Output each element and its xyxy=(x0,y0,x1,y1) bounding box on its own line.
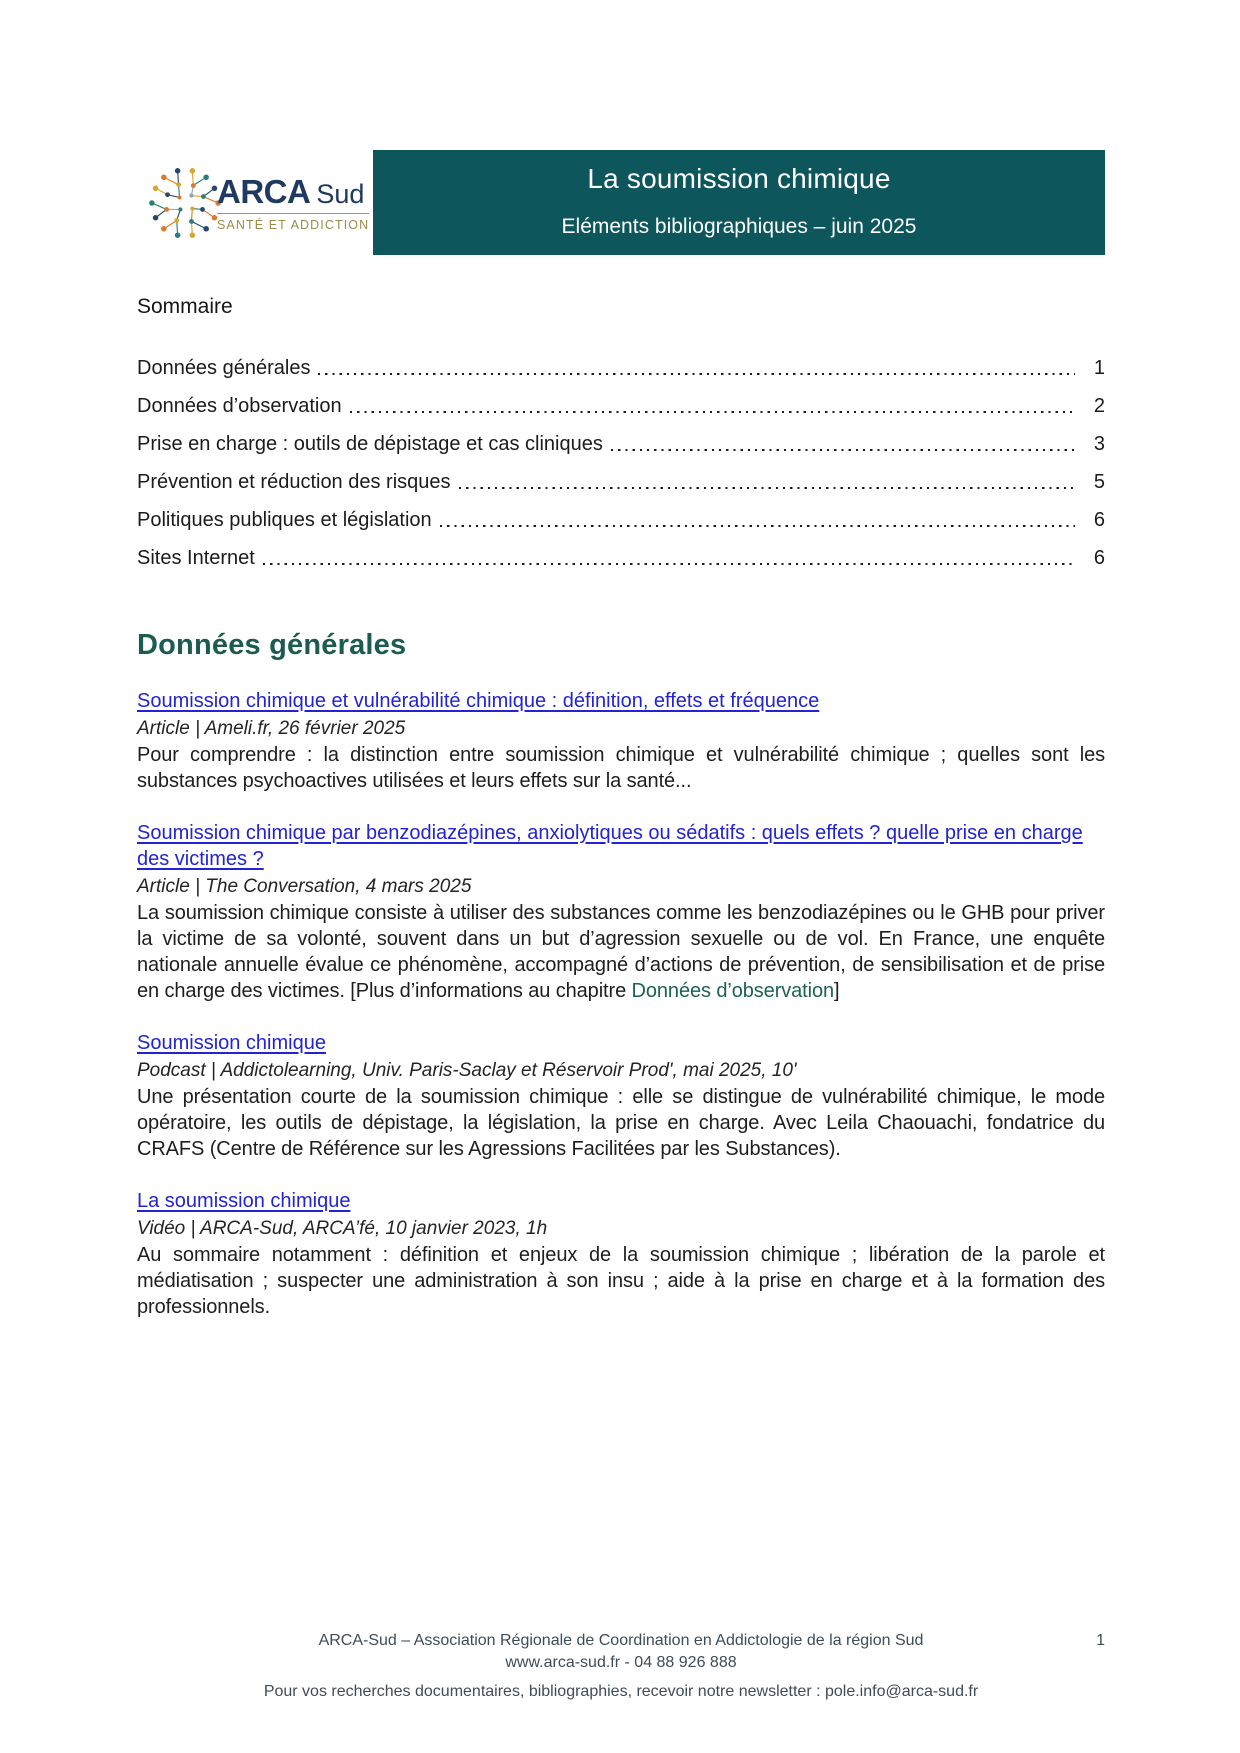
page-footer xyxy=(137,1630,1105,1703)
toc-item-page-number: 3 xyxy=(1093,433,1105,455)
title-banner xyxy=(373,150,1105,255)
bibliography-entry xyxy=(137,1030,1105,1162)
entry-title-link[interactable]: Soumission chimique et vulnérabilité chimique : définition, effets et fréquence xyxy=(137,690,820,712)
footer-contact-line: www.arca-sud.fr - 04 88 926 888 xyxy=(505,1654,737,1671)
toc-item-prise-en-charge[interactable] xyxy=(137,419,1105,457)
entry-title-link[interactable]: La soumission chimique xyxy=(137,1190,351,1212)
entry-source-line: Article | The Conversation, 4 mars 2025 xyxy=(137,876,472,897)
toc-leader-dots xyxy=(350,411,1075,413)
bibliography-entry xyxy=(137,820,1105,1004)
bibliography-entry xyxy=(137,1188,1105,1320)
toc-item-donnees-generales[interactable] xyxy=(137,343,1105,381)
entry-title-link[interactable]: Soumission chimique xyxy=(137,1032,326,1054)
entry-summary: Au sommaire notamment : définition et enjeux de la soumission chimique ; libération de la parole et médiatisation ; suspecter une administration à son insu ; aide à la prise en charge et à la formation des professionnels. xyxy=(137,1244,1105,1318)
entry-summary: Pour comprendre : la distinction entre soumission chimique et vulnérabilité chimique ; quelles sont les substances psychoactives utilisées et leurs effets sur la santé... xyxy=(137,744,1105,792)
entry-summary: Une présentation courte de la soumission chimique : elle se distingue de vulnérabilité chimique, le mode opératoire, les outils de dépistage, la législation, la prise en charge. Avec Leila Chaouachi, fondatrice du CRAFS (Centre de Référence sur les Agressions Facilitées par les Substances). xyxy=(137,1086,1105,1160)
entry-title-link[interactable]: Soumission chimique par benzodiazépines, anxiolytiques ou sédatifs : quels effets ? quelle prise en charge des victimes ? xyxy=(137,822,1083,870)
logo-brand-name: ARCA xyxy=(217,173,311,210)
entry-source-line: Article | Ameli.fr, 26 février 2025 xyxy=(137,718,406,739)
toc-item-page-number: 1 xyxy=(1093,357,1105,379)
toc-item-page-number: 2 xyxy=(1093,395,1105,417)
entry-source-line: Podcast | Addictolearning, Univ. Paris-Saclay et Réservoir Prod', mai 2025, 10' xyxy=(137,1060,797,1081)
footer-org-line: ARCA-Sud – Association Régionale de Coordination en Addictologie de la région Sud xyxy=(318,1632,924,1649)
toc-item-page-number: 6 xyxy=(1093,509,1105,531)
toc-item-label: Données générales xyxy=(137,357,311,379)
toc-item-page-number: 5 xyxy=(1093,471,1105,493)
entry-source-line: Vidéo | ARCA-Sud, ARCA’fé, 10 janvier 2023, 1h xyxy=(137,1218,548,1239)
logo-wordmark xyxy=(217,173,369,232)
toc-item-label: Sites Internet xyxy=(137,547,255,569)
entry-summary-text: La soumission chimique consiste à utiliser des substances comme les benzodiazépines ou le GHB pour priver la victime de sa volonté, souvent dans un but d’agression sexuelle ou de vol. En France, une enquête nationale annuelle évalue ce phénomène, accompagné d’actions de prévention, de sensibilisation et de prise en charge des victimes. [Plus d’informations au chapitre xyxy=(137,902,1105,1002)
toc-item-sites-internet[interactable] xyxy=(137,533,1105,571)
section-title-donnees-generales: Données générales xyxy=(137,629,407,661)
logo-tagline: SANTÉ ET ADDICTION xyxy=(217,213,369,232)
footer-newsletter-line: Pour vos recherches documentaires, bibliographies, recevoir notre newsletter : pole.info@arca-sud.fr xyxy=(263,1683,979,1700)
page-header xyxy=(137,150,1105,255)
toc-item-label: Prise en charge : outils de dépistage et cas cliniques xyxy=(137,433,603,455)
toc-item-politiques-publiques[interactable] xyxy=(137,495,1105,533)
page-number: 1 xyxy=(1096,1632,1105,1649)
toc-item-donnees-observation[interactable] xyxy=(137,381,1105,419)
toc-item-page-number: 6 xyxy=(1093,547,1105,569)
toc-item-prevention[interactable] xyxy=(137,457,1105,495)
bibliography-entry xyxy=(137,688,1105,794)
logo-brand-suffix: Sud xyxy=(316,179,365,209)
toc-item-label: Politiques publiques et législation xyxy=(137,509,432,531)
toc-leader-dots xyxy=(263,563,1075,565)
entry-summary xyxy=(137,900,1105,1004)
toc-leader-dots xyxy=(440,525,1075,527)
toc-item-label: Prévention et réduction des risques xyxy=(137,471,451,493)
toc-heading: Sommaire xyxy=(137,295,233,318)
table-of-contents xyxy=(137,343,1105,571)
chapter-cross-reference-link[interactable]: Données d’observation xyxy=(631,980,835,1002)
document-subtitle: Eléments bibliographiques – juin 2025 xyxy=(561,215,917,238)
toc-item-label: Données d’observation xyxy=(137,395,342,417)
document-title: La soumission chimique xyxy=(587,163,891,194)
toc-leader-dots xyxy=(459,487,1075,489)
toc-leader-dots xyxy=(611,449,1075,451)
toc-leader-dots xyxy=(318,373,1075,375)
entry-summary-text-after: ] xyxy=(834,980,840,1002)
arca-sud-logo xyxy=(137,150,373,255)
